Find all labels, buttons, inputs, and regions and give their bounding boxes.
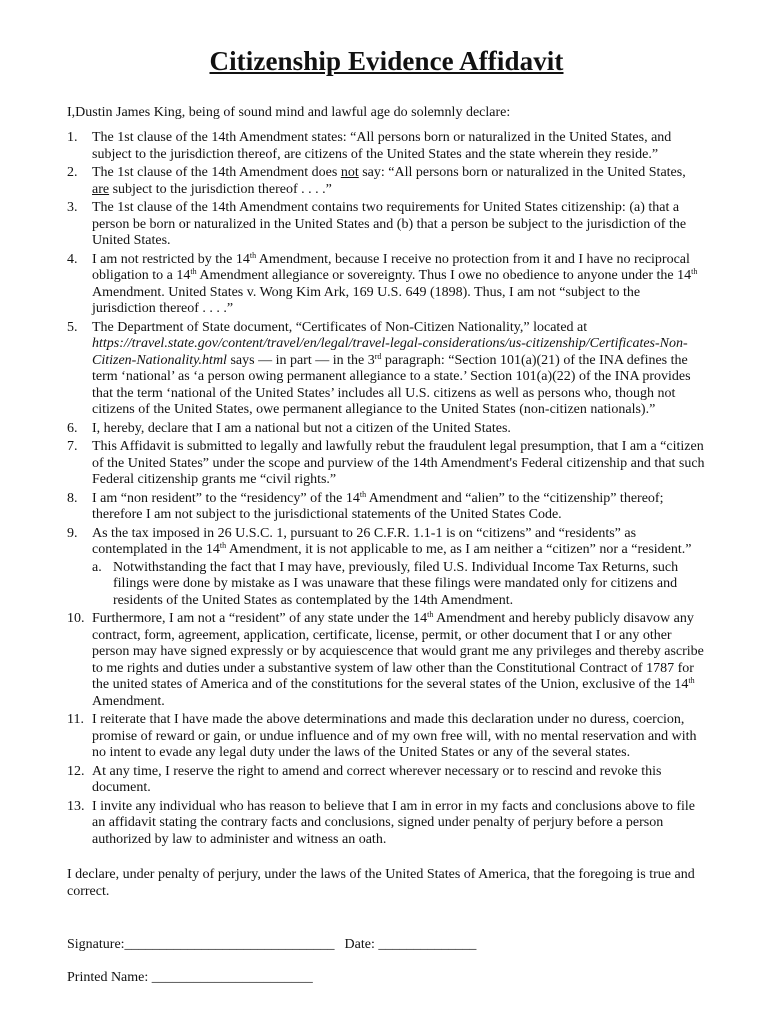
item-text: The 1st clause of the 14th Amendment contains two requirements for United States citizenship: (a) that a person be born or naturalized in the United States and (b) that a person be subject to the jurisdiction of the United States. [92, 200, 687, 248]
list-item-9 [67, 526, 706, 610]
list-item-10 [67, 611, 706, 710]
item-number: 5. [67, 319, 78, 335]
intro-statement: I,Dustin James King, being of sound mind and lawful age do solemnly declare: [67, 105, 511, 120]
superscript: th [691, 267, 698, 276]
list-item-13 [67, 799, 706, 849]
item-text: say: “All persons born or naturalized in the United States, [358, 165, 686, 180]
list-item-11 [67, 712, 706, 762]
item-number: 2. [67, 165, 78, 180]
printed-name-row [67, 969, 706, 986]
list-item-2 [67, 165, 706, 198]
list-item-3 [67, 200, 706, 250]
item-text: The Department of State document, “Certificates of Non-Citizen Nationality,” located at [92, 319, 588, 335]
declarations-list [67, 130, 706, 848]
date-line[interactable]: Date: ______________ [344, 937, 477, 952]
item-number: 10. [67, 611, 85, 626]
superscript: th [249, 250, 257, 260]
superscript: th [359, 489, 367, 499]
item-text: subject to the jurisdiction thereof . . . .” [109, 181, 332, 197]
superscript: rd [374, 351, 382, 361]
item-text: Amendment, because I receive no protection from it and I have no reciprocal obligation to a 14 [92, 251, 690, 283]
item-number: 11. [67, 712, 84, 727]
item-number: 12. [67, 763, 85, 779]
list-item-7 [67, 439, 706, 489]
item-text: says — in part — in the 3 [226, 352, 375, 368]
signature-line[interactable]: Signature:______________________________ [67, 937, 335, 952]
item-text: paragraph: “Section 101(a)(21) of the INA defines the term ‘national’ as ‘a person owing permanent allegiance to a state.’ Section 101(a)(22) of the INA provides that the term ‘national of the United States’ includes all U.S. citizens as well as persons who, though not citizens of the United States, owe permanent allegiance to the United States (non-citizen nationals).” [92, 352, 691, 417]
item-text: The 1st clause of the 14th Amendment does [92, 165, 341, 180]
item-letter: a. [92, 559, 102, 575]
item-number: 9. [67, 525, 78, 541]
item-text: Amendment. [92, 693, 165, 709]
item-text: I reiterate that I have made the above determinations and made this declaration under no duress, coercion, promise of reward or gain, or undue influence and of my own free will, with no mental reservation and with no intent to evade any legal duty under the laws of the United States or any of the several states. [92, 712, 697, 760]
item-number: 8. [67, 490, 78, 506]
item-text: Amendment allegiance or sovereignty. Thus I owe no obedience to anyone under the 14 [196, 268, 692, 283]
item-number: 4. [67, 251, 78, 267]
list-item-4 [67, 252, 706, 318]
list-item-12 [67, 764, 706, 797]
superscript: th [190, 267, 197, 276]
item-text: At any time, I reserve the right to amend and correct wherever necessary or to rescind and revoke this document. [92, 763, 662, 795]
underlined-not: not [340, 165, 359, 180]
item-text: I am not restricted by the 14 [92, 251, 250, 267]
list-item-5 [67, 320, 706, 419]
superscript: th [427, 610, 434, 619]
source-url: https://travel.state.gov/content/travel/en/legal/travel-legal-considerations/us-citizenship/Certificates-Non-Citizen-Nationality.html [92, 336, 688, 368]
list-item-6 [67, 421, 706, 438]
item-text: I am “non resident” to the “residency” of the 14 [92, 490, 360, 506]
sub-list [92, 560, 706, 610]
item-number: 13. [67, 798, 85, 814]
superscript: th [688, 676, 695, 685]
item-number: 1. [67, 130, 78, 145]
item-text: Amendment and hereby publicly disavow any contract, form, agreement, application, certificate, license, permit, or other document that I or any other person may have signed expressly or by acquiescence that would grant me any privileges and thereby ascribe to me rights and duties under a substantive system of law other than the Constitutional Contract of 1787 for the united states of America and of the constitutions for the several states of the Union, exclusive of the 14 [92, 611, 704, 692]
item-text: Notwithstanding the fact that I may have, previously, filed U.S. Individual Income Tax Returns, such filings were done by mistake as I was unaware that these filings were mandated only for citizens and residents of the United States as contemplated by the 14th Amendment. [113, 559, 679, 608]
item-text: As the tax imposed in 26 U.S.C. 1, pursuant to 26 C.F.R. 1.1-1 is on “citizens” and “residents” as contemplated in the 14 [92, 525, 637, 557]
printed-name-line[interactable]: Printed Name: _______________________ [67, 970, 313, 985]
item-text: Furthermore, I am not a “resident” of any state under the 14 [92, 611, 428, 626]
item-text: Amendment and “alien” to the “citizenship” thereof; therefore I am not subject to the jurisdictional statements of the United States Code. [92, 490, 664, 522]
item-text: This Affidavit is submitted to legally and lawfully rebut the fraudulent legal presumption, that I am a “citizen of the United States” under the scope and purview of the 14th Amendment's Federal citizenship and that such Federal citizenship grants me “civil rights.” [92, 439, 705, 487]
superscript: th [219, 541, 227, 550]
item-text: I, hereby, declare that I am a national but not a citizen of the United States. [92, 420, 511, 436]
item-text: I invite any individual who has reason to believe that I am in error in my facts and conclusions above to file an affidavit stating the contrary facts and conclusions, signed under penalty of perjury before a person authorized by law to administer and witness an oath. [92, 798, 695, 847]
list-item-9a [92, 560, 706, 610]
underlined-are: are [92, 181, 110, 197]
item-number: 3. [67, 200, 78, 215]
item-number: 7. [67, 439, 78, 454]
item-text: Amendment. United States v. Wong Kim Ark, 169 U.S. 649 (1898). Thus, I am not “subject to the jurisdiction thereof . . . .” [92, 284, 641, 316]
list-item-1 [67, 130, 706, 163]
item-text: Amendment, it is not applicable to me, as I am neither a “citizen” nor a “resident.” [226, 542, 692, 557]
document-title: Citizenship Evidence Affidavit [209, 46, 564, 76]
item-number: 6. [67, 420, 78, 436]
list-item-8 [67, 491, 706, 524]
signature-row [67, 936, 706, 953]
perjury-declaration: I declare, under penalty of perjury, under the laws of the United States of America, that the foregoing is true and correct. [67, 867, 695, 899]
item-text: The 1st clause of the 14th Amendment states: “All persons born or naturalized in the United States, and subject to the jurisdiction thereof, are citizens of the United States and the state wherein they reside.” [92, 130, 672, 162]
